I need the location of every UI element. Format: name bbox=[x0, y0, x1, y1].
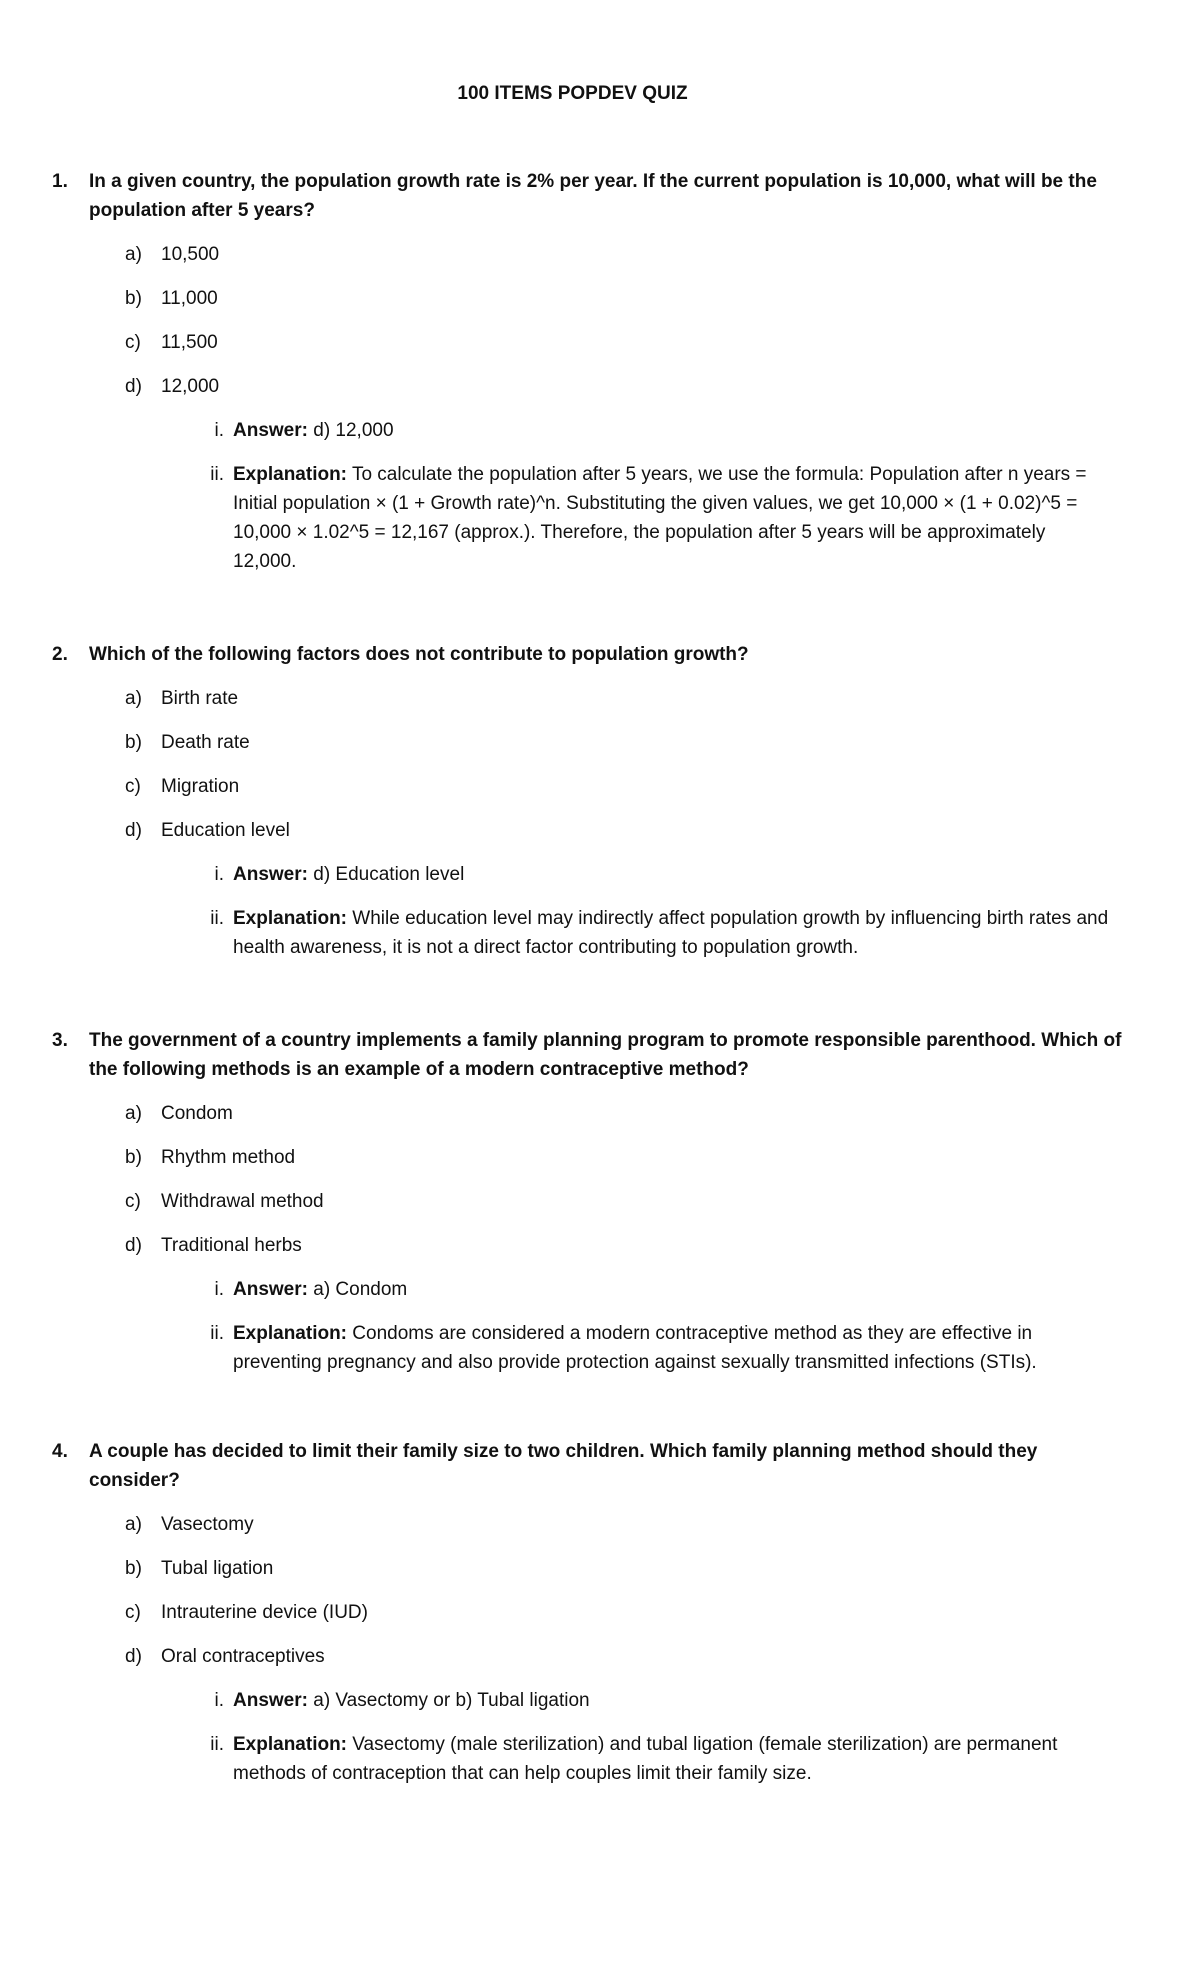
option-c bbox=[52, 1187, 1132, 1216]
question-stem bbox=[52, 1437, 1132, 1495]
question-number: 4. bbox=[52, 1441, 68, 1462]
question-text: Which of the following factors does not contribute to population growth? bbox=[89, 644, 749, 665]
option-a bbox=[52, 1510, 1132, 1539]
option-d bbox=[52, 372, 1132, 401]
answer-text: d) 12,000 bbox=[313, 420, 394, 441]
answer-label: Answer: bbox=[233, 1690, 308, 1711]
note-number: ii. bbox=[210, 908, 224, 929]
option-letter: c) bbox=[125, 1602, 141, 1623]
explanation-text: While education level may indirectly affect population growth by influencing birth rates and health awareness, it is not a direct factor contributing to population growth. bbox=[233, 908, 1109, 958]
option-letter: d) bbox=[125, 376, 142, 397]
option-text: Oral contraceptives bbox=[161, 1646, 325, 1667]
option-letter: b) bbox=[125, 732, 142, 753]
answer-notes bbox=[52, 1686, 1132, 1788]
answer-note bbox=[52, 860, 1132, 889]
explanation-text: To calculate the population after 5 years, we use the formula: Population after n years = Initial population × (1 + Growth rate)^n. Substituting the given values, we get 10,000 × (1 + 0.02)^5 = 10,000 × 1.02^5 = 12,167 (approx.). Therefore, the population after 5 years will be approximately 12,000. bbox=[233, 464, 1087, 572]
answer-text: a) Vasectomy or b) Tubal ligation bbox=[313, 1690, 590, 1711]
question-4 bbox=[52, 1437, 1132, 1788]
option-text: 11,500 bbox=[161, 332, 218, 353]
option-letter: c) bbox=[125, 1191, 141, 1212]
option-d bbox=[52, 1231, 1132, 1260]
option-letter: b) bbox=[125, 288, 142, 309]
option-a bbox=[52, 1099, 1132, 1128]
options-list bbox=[52, 240, 1132, 401]
options-list bbox=[52, 1510, 1132, 1671]
option-c bbox=[52, 772, 1132, 801]
option-letter: d) bbox=[125, 1646, 142, 1667]
option-letter: d) bbox=[125, 1235, 142, 1256]
option-b bbox=[52, 284, 1132, 313]
option-text: Death rate bbox=[161, 732, 250, 753]
option-text: Migration bbox=[161, 776, 240, 797]
note-number: i. bbox=[214, 864, 224, 885]
question-1 bbox=[52, 167, 1132, 576]
explanation-note bbox=[52, 1319, 1132, 1377]
answer-label: Answer: bbox=[233, 420, 308, 441]
explanation-label: Explanation: bbox=[233, 464, 348, 485]
explanation-label: Explanation: bbox=[233, 1323, 348, 1344]
option-letter: a) bbox=[125, 244, 142, 265]
option-text: Traditional herbs bbox=[161, 1235, 302, 1256]
explanation-label: Explanation: bbox=[233, 1734, 348, 1755]
note-number: i. bbox=[214, 1279, 224, 1300]
question-text: In a given country, the population growth rate is 2% per year. If the current population is 10,000, what will be the population after 5 years? bbox=[89, 171, 1097, 221]
note-number: i. bbox=[214, 1690, 224, 1711]
question-number: 2. bbox=[52, 644, 68, 665]
option-letter: a) bbox=[125, 1514, 142, 1535]
question-stem bbox=[52, 167, 1132, 225]
explanation-note bbox=[52, 904, 1132, 962]
option-letter: c) bbox=[125, 776, 141, 797]
option-b bbox=[52, 728, 1132, 757]
option-letter: a) bbox=[125, 688, 142, 709]
option-text: Education level bbox=[161, 820, 290, 841]
answer-label: Answer: bbox=[233, 1279, 308, 1300]
note-number: i. bbox=[214, 420, 224, 441]
note-number: ii. bbox=[210, 1734, 224, 1755]
option-text: Withdrawal method bbox=[161, 1191, 324, 1212]
answer-note bbox=[52, 1275, 1132, 1304]
explanation-text: Condoms are considered a modern contraceptive method as they are effective in preventing pregnancy and also provide protection against sexually transmitted infections (STIs). bbox=[233, 1323, 1037, 1373]
option-text: Birth rate bbox=[161, 688, 239, 709]
question-stem bbox=[52, 640, 1132, 669]
question-2 bbox=[52, 640, 1132, 962]
note-number: ii. bbox=[210, 464, 224, 485]
question-text: A couple has decided to limit their family size to two children. Which family planning method should they consider? bbox=[89, 1441, 1038, 1491]
option-d bbox=[52, 1642, 1132, 1671]
option-letter: c) bbox=[125, 332, 141, 353]
answer-label: Answer: bbox=[233, 864, 308, 885]
option-text: 10,500 bbox=[161, 244, 220, 265]
question-text: The government of a country implements a family planning program to promote responsible parenthood. Which of the following methods is an example of a modern contraceptive method? bbox=[89, 1030, 1122, 1080]
option-b bbox=[52, 1554, 1132, 1583]
option-text: Vasectomy bbox=[161, 1514, 254, 1535]
option-a bbox=[52, 684, 1132, 713]
answer-notes bbox=[52, 860, 1132, 962]
option-letter: d) bbox=[125, 820, 142, 841]
answer-notes bbox=[52, 1275, 1132, 1377]
option-letter: a) bbox=[125, 1103, 142, 1124]
option-text: 12,000 bbox=[161, 376, 220, 397]
answer-note bbox=[52, 1686, 1132, 1715]
option-text: 11,000 bbox=[161, 288, 218, 309]
question-stem bbox=[52, 1026, 1132, 1084]
question-number: 3. bbox=[52, 1030, 68, 1051]
option-c bbox=[52, 1598, 1132, 1627]
explanation-note bbox=[52, 460, 1132, 576]
explanation-text: Vasectomy (male sterilization) and tubal ligation (female sterilization) are permanent methods of contraception that can help couples limit their family size. bbox=[233, 1734, 1058, 1784]
option-letter: b) bbox=[125, 1147, 142, 1168]
question-3 bbox=[52, 1026, 1132, 1377]
answer-note bbox=[52, 416, 1132, 445]
option-d bbox=[52, 816, 1132, 845]
document-title: 100 ITEMS POPDEV QUIZ bbox=[457, 83, 688, 104]
question-number: 1. bbox=[52, 171, 68, 192]
options-list bbox=[52, 1099, 1132, 1260]
option-c bbox=[52, 328, 1132, 357]
note-number: ii. bbox=[210, 1323, 224, 1344]
option-letter: b) bbox=[125, 1558, 142, 1579]
explanation-label: Explanation: bbox=[233, 908, 348, 929]
option-text: Tubal ligation bbox=[161, 1558, 274, 1579]
explanation-note bbox=[52, 1730, 1132, 1788]
answer-text: a) Condom bbox=[313, 1279, 408, 1300]
option-text: Rhythm method bbox=[161, 1147, 296, 1168]
options-list bbox=[52, 684, 1132, 845]
option-b bbox=[52, 1143, 1132, 1172]
answer-text: d) Education level bbox=[313, 864, 465, 885]
option-text: Intrauterine device (IUD) bbox=[161, 1602, 368, 1623]
answer-notes bbox=[52, 416, 1132, 576]
option-a bbox=[52, 240, 1132, 269]
option-text: Condom bbox=[161, 1103, 233, 1124]
